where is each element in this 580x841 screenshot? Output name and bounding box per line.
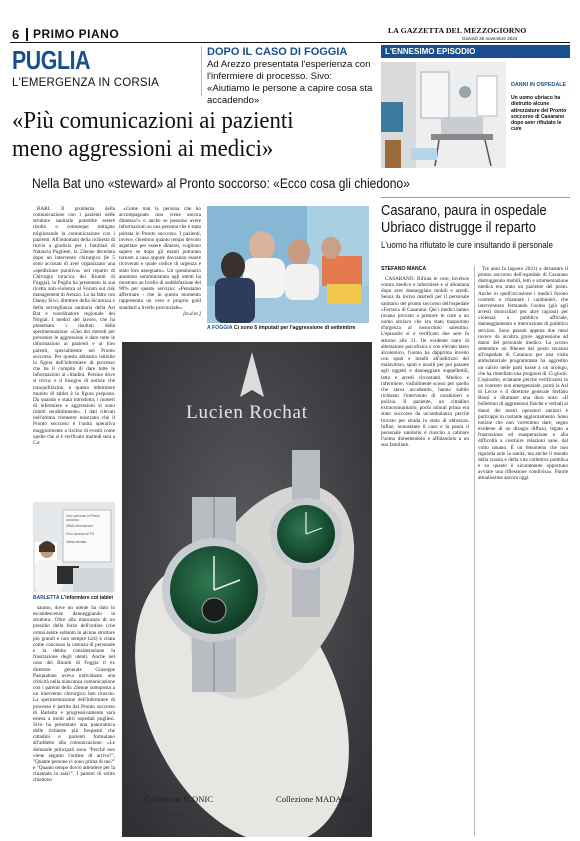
barletta-screen-line-1: Il tuo percorso in Pronto soccorso	[66, 514, 100, 522]
section-name: PRIMO PIANO	[33, 27, 120, 41]
article2-deck: L'uomo ha rifiutato le cure insultando il personale	[381, 240, 553, 250]
top-story-text: Ad Arezzo presentata l'esperienza con l'infermiere di processo. Sivo: «Aiutiamo le persone a capire cosa sta accadendo»	[207, 59, 373, 106]
watch-advertisement	[122, 342, 372, 837]
article2-col2-text: Tre anni fa (agosto 2021) a devastare il pronto soccorso dell'ospedale di Casarano distruggendo mobili, letti e strumentazione medica era stato un paziente del posto. Anche in quell'occasione i medici furono costretti a chiamare i carabinieri, che intervennero fermando l'uomo (già agli arresti domiciliari per altre ragioni) per violenza a pubblico ufficiale, danneggiamento e interruzione di pubblico servizio. Sono passati appena due mesi invece da un'altra grave aggressione ad danni del personale medico. Lo scorso settembre un 90enne del posto recatosi all'ospedale di Casarano per una visita ambulatoriale programmata ha aggredito un calcio nelle parti basse a un urologo, che ha rimediato una prognosi di 15 giorni. L'episodio, eclatante perché verificatosi in un contesto non emergenziale, portò la Asl di Lecce e il direttore generale Stefano Rossi a diramare una dura nota: «Il bollettino di aggressioni fisiche e verbali ai danni dei nostri operatori sanitari è purtroppo in costante aggiornamento. Sono notizie che non vorremmo dare, segno evidente di un disagio diffuso, legato a frustrazione ed esasperazione e alla difficoltà a costruire relazioni sane, dal volto umano. È un fenomeno che non riguarda solo la sanità, ma anche il mondo della scuola e della vita collettiva pubblica e su questo è sicuramente opportuno avviare una riflessione condivisa». Parole attualissime ancora oggi.	[478, 266, 568, 482]
header-divider	[26, 28, 28, 41]
article1-column2	[119, 206, 201, 338]
article1-col1-text: BARI. Il problema della comunicazione con i pazienti nelle strutture sanitarie potrebbe essere risolto o comunque mitigato migliorando la comunicazione con i pazienti. All'indomani della richiesta di rinvio a giudizio per i familiari di Natascia Pugliese, la 23enne deceduta dopo un intervento chirurgico (le 5 sono accusati di aver organizzato una «spedizione punitiva» nel reparto di Chirurgia toracica dei Riuniti di Foggia), la Puglia ha presentato la sua ricetta anti-violenza al Forum sul risk management di Arezzo. Lo ha fatto con Danny Sivo, direttore della Sicurezza e della sorveglianza sanitaria della Asl Bat e coordinatore regionale dei Nirgial. I medici del lavoro, che ha presentato i risultati della sperimentazione: «Uno dei metodi per prevenire le aggressioni è dare tutte le informazioni ai pazienti e ai loro parenti, specialmente nei Pronto soccorso. Per questo abbiamo istituito la figura dell'infermiere di processo che ha il compito di dare tutte le informazioni ai cittadini. Persino dove si trova: e il bisogno di notizie che tranquillizzino, e questo infermiere munito di tablet è la figura preposta. Da quando è stata introdotta, i numeri di infermiere e aggressioni si sono ridotti sensibilmente». I dati rilevati nell'ultimo trimestre mostrano che il Pronto soccorso è l'unità operativa maggiormente a rischio di eventi come quelle che si è verificato martedì sera a Ca-	[33, 206, 115, 446]
foggia-caption-place: A FOGGIA	[207, 325, 233, 331]
masthead: LA GAZZETTA DEL MEZZOGIORNO	[388, 26, 527, 35]
main-deck: Nella Bat uno «steward» al Pronto soccorso: «Ecco cosa gli chiedono»	[32, 176, 410, 191]
ad-tagline: Stile senza tempo.	[144, 812, 188, 818]
article1-column1	[33, 206, 115, 498]
top-story-kicker: DOPO IL CASO DI FOGGIA	[207, 46, 348, 58]
side-box-caption-text: Un uomo ubriaco ha distrutto alcune attrezzature del Pronto soccorso di Casarano dopo aver rifiutato le cure	[511, 95, 567, 133]
barletta-caption-text: L'informiere col tablet	[60, 595, 113, 601]
region-title: PUGLIA	[12, 45, 91, 75]
article2-title: Casarano, paura in ospedale Ubriaco distrugge il reparto	[381, 202, 547, 236]
barletta-caption-place: BARLETTA	[33, 595, 60, 601]
barletta-photo	[33, 502, 115, 592]
ad-collection-right: Collezione MADAME	[276, 794, 355, 804]
article2-column-divider	[474, 266, 475, 836]
page-number: 6	[12, 27, 20, 42]
barletta-photo-caption	[33, 595, 118, 601]
main-headline: «Più comunicazioni ai pazienti meno aggressioni ai medici»	[12, 107, 294, 162]
article2-column1	[381, 276, 469, 737]
issue-date: Giovedì 28 novembre 2024	[462, 36, 518, 41]
article2-author: STEFANO MANCA	[381, 266, 427, 272]
foggia-photo	[207, 206, 369, 323]
side-box-kicker	[381, 45, 570, 58]
hospital-photo	[381, 62, 506, 168]
foggia-caption-text: Ci sono 5 imputati per l'aggressione di settembre	[233, 325, 356, 331]
side-box-caption-title: DANNI IN OSPEDALE	[511, 82, 567, 88]
article2-top-rule	[381, 197, 570, 198]
article1-col2-text: «Come mai la persona che ho accompagnato non viene ancora dimessa?» o anche se possono avere informazioni su una persona che è stata portata in Pronto soccorso. I pazienti, invece, chiedono quanto tempo devono aspettare per essere dimessi, vogliono sapere se dopo gli esami potranno tornare a casa oppure dovranno essere ricoverati e quale codice di urgenza è stato loro assegnato». Un questionario anonimo somministrato agli utenti ha mostrato un livello di soddisfazione del 90% per questo servizio: «Pensiamo affermare - che in questo momento rappresenta un vero e proprio gold standard a livello provinciale».	[119, 206, 201, 311]
barletta-screen-line-4: Attesa stimata	[66, 540, 87, 544]
article2-col1-text: CASARANO. Rifiuta le cure, inveisce contro medico e infermiere e si allontana dopo aver danneggiato mobili e arredi. Senza da inciso martedì per il personale sanitario del pronto soccorso dell'ospedale «Ferrari» di Casarano. Qui i medici hanno invano provato a prestare le cure a un uomo ubriaco che era stato trasportato d'urgenza al nosocomio salentino. L'episodio si è verificato due sere fa attorno alle 21. Ile evidente stato di alterazione psicofisica e con elevato tasso alcolemico, l'uomo ha dapprima inveito con sputi e insulti all'indirizzo del malavitoso, sputi e insulti per poi passare agli oggetti e danneggiare suppellettili, letto e arredi circostanti. Medico e infermiere, visibilmente scossi per quello che stava accadendo, hanno subito richiesto l'intervento di carabinieri e polizia. Il paziente, un cittadino extracomunitario, pochi minuti prima era stato soccorso da un'ambulanza perché trovato per strada in stato di ebbrezza. Infine, nonostante il caos e la paura il personale sanitario è riuscito a calmare l'uomo dimettendolo e affidandolo a un suo familiare.	[381, 276, 469, 449]
header-rule	[10, 42, 570, 43]
barletta-screen-line-3: Il tuo accesso al PS	[66, 532, 94, 536]
top-divider	[201, 46, 202, 96]
foggia-photo-caption	[207, 325, 372, 331]
ad-collection-left: Collezione ICONIC	[144, 794, 213, 804]
article1-signature: [m.d.m.]	[182, 310, 201, 317]
region-subtitle: L'EMERGENZA IN CORSIA	[12, 77, 159, 89]
article1-column1-continued	[33, 605, 115, 837]
ad-brand: Lucien Rochat	[186, 402, 308, 423]
barletta-screen-line-2: Ufficio informazioni	[66, 524, 93, 528]
article1-col1b-text: sarano, dove un utente ha dato in escandescenze danneggiando la struttura. Oltre alla mancanza di un presidio della forze dell'ordine (che ormai esiste soltanto in alcune strutture più grandi e non sempre h24) è citata come concausa la carenza di personale e la debita considerazione la frustrazione degli utenti. Anche nel caso dei Riuniti di Foggia il ex direttore generale Giuseppe Pasqualone aveva individuato una criticità nella mancanza comunicazione con i parenti della 23enne sottoposta a un intervento chirurgico ben riuscito. La sperimentazione dell'infermiere di processo è partita dal Pronto soccorso di Barletta e progressivamente sarà estesa a molti altri ospedali pugliesi. Sivo ha presentato una panoramica delle richieste più frequenti che cittadini e pazienti formulano all'addetto alla comunicazione: «Le domande principali sono "Perché non viene seguito l'ordine di arrivo?", "Quante persone ci sono prima di me?" e "Quanto tempo dovrò attendere per la chiamata in sala?". I parenti di solito chiedono	[33, 605, 115, 784]
article2-column2	[478, 266, 568, 838]
side-box-kicker-text: L'ENNESIMO EPISODIO	[385, 47, 476, 56]
